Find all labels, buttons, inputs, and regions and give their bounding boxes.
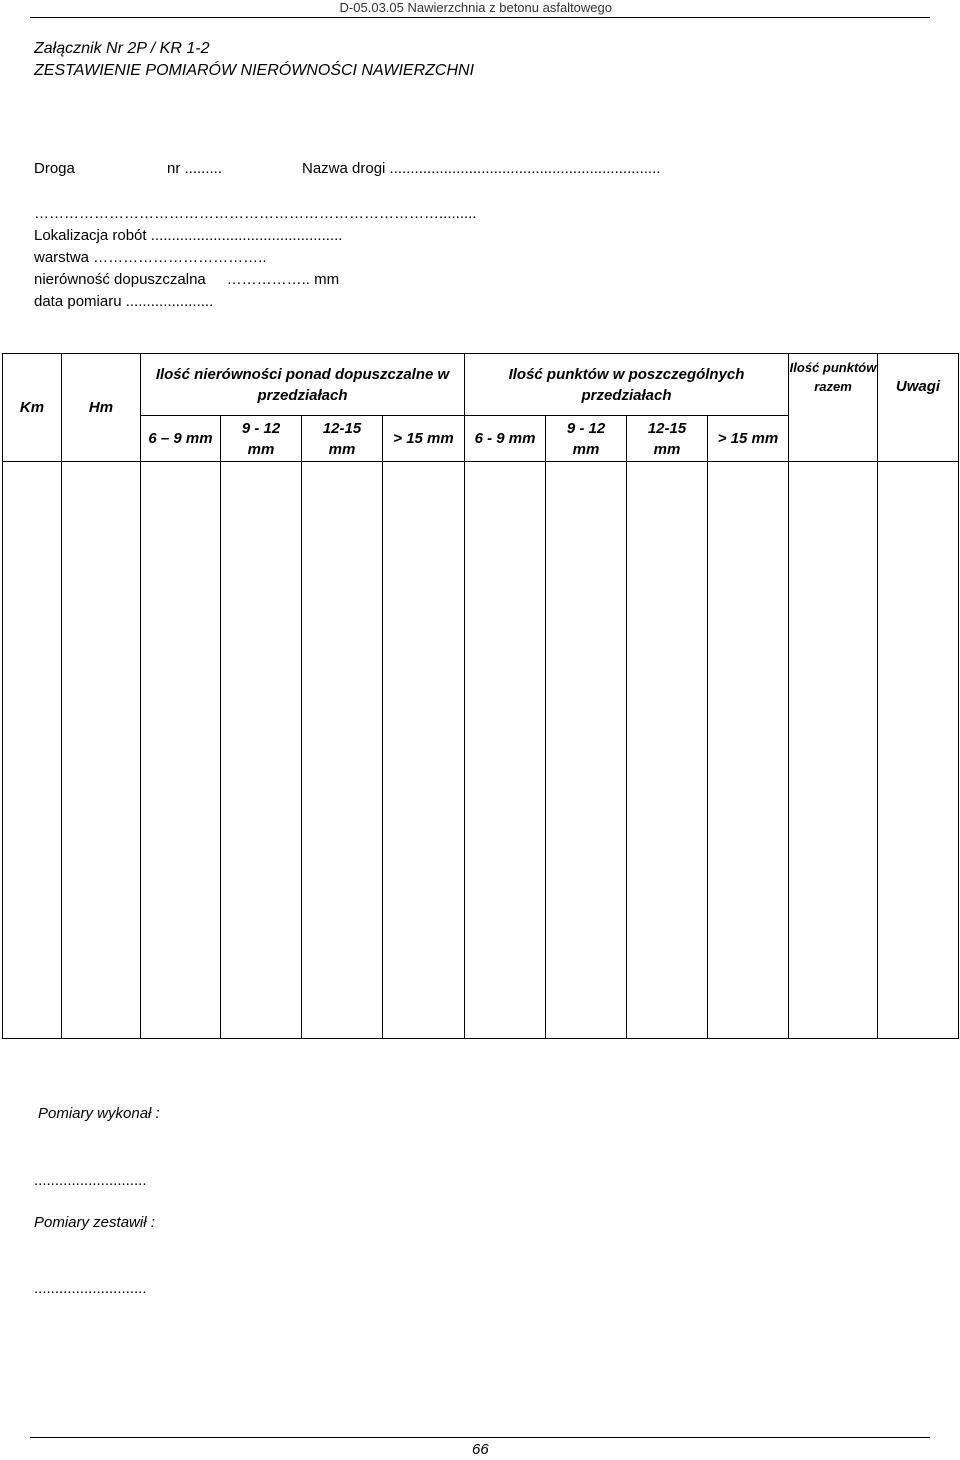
col-uwagi-label: Uwagi (895, 378, 941, 395)
g1-sub-6-9: 6 – 9 mm (141, 416, 221, 462)
g1-sub-12-15: 12-15 mm (302, 416, 383, 462)
cell-g2-6-9[interactable] (465, 462, 546, 1039)
g2-sub-9-12: 9 - 12 mm (546, 416, 627, 462)
field-nierownosc: nierówność dopuszczalna …………….. mm (34, 271, 340, 288)
cell-g1-12-15[interactable] (302, 462, 383, 1039)
col-total-points (789, 354, 878, 462)
field-nazwa-drogi: Nazwa drogi ................................................................. (302, 160, 661, 177)
cell-uwagi[interactable] (878, 462, 959, 1039)
table-row (3, 462, 959, 1039)
document-title: ZESTAWIENIE POMIARÓW NIERÓWNOŚCI NAWIERZCHNI (34, 62, 475, 79)
field-lokalizacja: Lokalizacja robót .............................................. (34, 227, 343, 244)
col-group-punktow: Ilość punktów w poszczególnych przedziałach (465, 354, 789, 416)
g1-sub-9-12: 9 - 12 mm (221, 416, 302, 462)
col-total-label: Ilość punktów razem (789, 360, 877, 394)
g1-sub-15: > 15 mm (383, 416, 465, 462)
field-nr: nr ......... (167, 160, 223, 177)
footer-rule (30, 1437, 930, 1438)
annex-title: Załącznik Nr 2P / KR 1-2 (34, 40, 210, 57)
signature-zestawil-line: ........................... (34, 1280, 147, 1297)
signature-wykonal-line: ........................... (34, 1172, 147, 1189)
cell-g1-15[interactable] (383, 462, 465, 1039)
g2-sub-12-15: 12-15 mm (627, 416, 708, 462)
col-group-nierownosci: Ilość nierówności ponad dopuszczalne w przedziałach (141, 354, 465, 416)
cell-g2-12-15[interactable] (627, 462, 708, 1039)
cell-g1-6-9[interactable] (141, 462, 221, 1039)
document-reference: D-05.03.05 Nawierzchnia z betonu asfaltowego (339, 0, 612, 15)
field-warstwa: warstwa …………………………….. (34, 249, 267, 266)
cell-g1-9-12[interactable] (221, 462, 302, 1039)
signature-zestawil-label: Pomiary zestawił : (34, 1214, 155, 1231)
page-number: 66 (472, 1441, 489, 1458)
col-km: Km (3, 354, 62, 462)
cell-g2-15[interactable] (708, 462, 789, 1039)
col-hm: Hm (62, 354, 141, 462)
g2-sub-15: > 15 mm (708, 416, 789, 462)
cell-hm[interactable] (62, 462, 141, 1039)
field-dots-line: ………………………………………………………………………......... (34, 205, 477, 222)
cell-g2-9-12[interactable] (546, 462, 627, 1039)
cell-total[interactable] (789, 462, 878, 1039)
col-uwagi (878, 354, 959, 462)
measurement-table (2, 353, 959, 1039)
cell-km[interactable] (3, 462, 62, 1039)
field-data-pomiaru: data pomiaru ..................... (34, 293, 214, 310)
header-rule (30, 17, 930, 18)
signature-wykonal-label: Pomiary wykonał : (38, 1105, 160, 1122)
g2-sub-6-9: 6 - 9 mm (465, 416, 546, 462)
field-droga: Droga (34, 160, 75, 177)
